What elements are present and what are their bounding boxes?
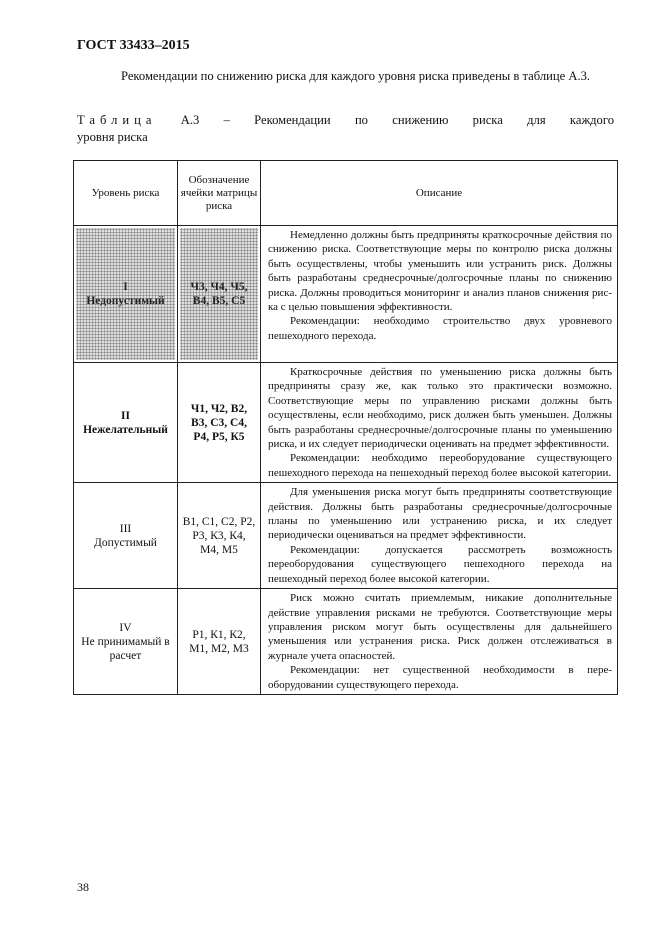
level-numeral: III: [119, 522, 132, 535]
recommendation-paragraph: Рекомендации: нет существенной необходимости в переоборудовании существующего перехода.: [268, 664, 612, 691]
risk-recommendations-table: [73, 160, 618, 695]
intro-paragraph: Рекомендации по снижению риска для каждого уровня риска приведены в таблице А.3.: [121, 69, 591, 83]
level-name: Недопустимый: [86, 295, 165, 307]
cells-cell: [178, 226, 261, 363]
table-row: [74, 589, 618, 695]
caption-line-1: [77, 112, 614, 129]
level-numeral: II: [121, 409, 130, 422]
caption-line-2: уровня риска: [77, 130, 148, 144]
level-cell: [74, 363, 178, 483]
description-cell: [261, 589, 618, 695]
level-numeral: IV: [119, 621, 132, 634]
cells-shaded: Ч3, Ч4, Ч5, В4, В5, С5: [180, 228, 258, 360]
caption-word-table: Таблица: [77, 113, 157, 127]
recommendation-paragraph: Рекомендации: допускается рассмотреть возможность переоборудования существующего пешеходного перехода на пешеходный переход более высокой категории.: [268, 543, 612, 585]
caption-word: –: [223, 113, 230, 127]
caption-word: риска: [472, 113, 503, 127]
table-row: [74, 363, 618, 483]
header-cells: Обозначение ячейки матрицы риска: [178, 161, 261, 226]
description-paragraph: Для уменьшения риска могут быть предприняты соответствующие действия. Должны быть разработаны среднесрочные/долгосрочные планы по уменьшению или устранению риска, и их следует периодически оцениваться на предмет эффективности.: [268, 486, 612, 542]
cells-cell: Ч1, Ч2, В2, В3, С3, С4, Р4, Р5, К5: [178, 363, 261, 483]
caption-word: Рекомендации: [254, 113, 331, 127]
recommendation-paragraph: Рекомендации: необходимо переоборудование существующего пешеходного перехода на пешеходный переход более высокой категории.: [268, 452, 612, 479]
caption-word: для: [527, 113, 546, 127]
level-cell: [74, 226, 178, 363]
description-cell: [261, 483, 618, 589]
header-description: Описание: [261, 161, 618, 226]
caption-word: А.3: [180, 113, 200, 127]
caption-word: по: [354, 113, 368, 127]
header-level: Уровень риска: [74, 161, 178, 226]
table-header-row: [74, 161, 618, 226]
level-shaded: [76, 228, 175, 360]
description-cell: [261, 226, 618, 363]
level-name: Допустимый: [94, 536, 157, 549]
document-header: ГОСТ 33433–2015: [77, 38, 190, 53]
description-paragraph: Краткосрочные действия по уменьшению риска должны быть предприняты сразу же, как только это практически возможно. Соответствующие меры по управлению рисками должны быть осуществлены, если необходимо, риск должен быть уменьшен. Должны быть разработаны среднесрочные/долгосрочные планы по уменьшению риска, и их следует периодически оценивать на предмет эффективности.: [268, 366, 612, 451]
level-name: Нежелательный: [83, 423, 168, 436]
level-name: Не принимамый в расчет: [81, 635, 170, 662]
level-cell: [74, 589, 178, 695]
table-row: [74, 226, 618, 363]
recommendation-paragraph: Рекомендации: необходимо строительство двух уровневого пешеходного перехода.: [268, 315, 612, 342]
level-cell: [74, 483, 178, 589]
description-paragraph: Риск можно считать приемлемым, никакие дополнительные действие управления рисками не требуются. Соответствующие меры управления риском могут быть осуществлены для дальнейшего уменьшения или устранения риска. Риск должен отслеживаться в журнале учета опасностей.: [268, 592, 612, 662]
caption-word: снижению: [392, 113, 449, 127]
table-row: [74, 483, 618, 589]
description-paragraph: Немедленно должны быть предприняты краткосрочные действия по снижению риска. Соответствующие меры по контролю риска должны быть осуществлены, чтобы уменьшить или устранить риск. Должны быть разработаны среднесрочные/долгосрочные планы по снижению риска. Должны проводиться мониторинг и анализ планов снижения риска с целью повышения эффективности.: [268, 229, 612, 314]
description-cell: [261, 363, 618, 483]
table-caption: [77, 112, 614, 146]
cells-cell: В1, С1, С2, Р2, Р3, К3, К4, М4, М5: [178, 483, 261, 589]
cells-cell: Р1, К1, К2, М1, М2, М3: [178, 589, 261, 695]
level-numeral: I: [123, 281, 128, 293]
page-number: 38: [77, 880, 89, 894]
caption-word: каждого: [569, 113, 614, 127]
